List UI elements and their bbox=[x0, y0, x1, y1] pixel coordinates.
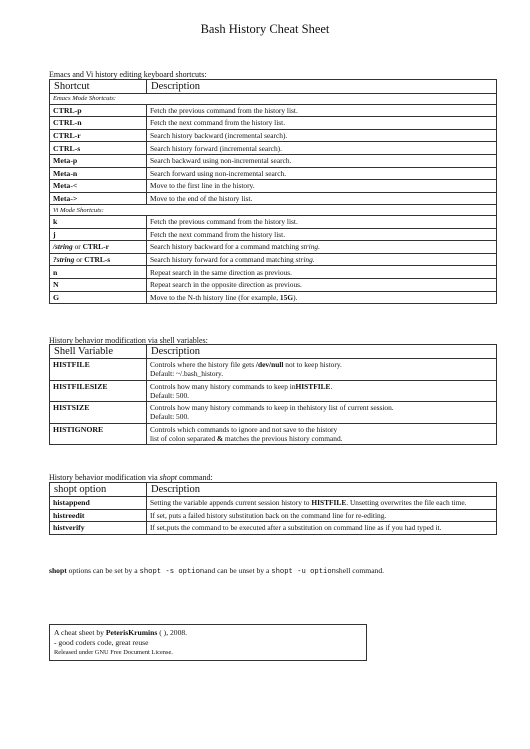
table-row bbox=[50, 380, 497, 402]
shortcut-key: N bbox=[50, 278, 147, 291]
desc-default: Default: 500. bbox=[150, 390, 189, 400]
table-row bbox=[50, 215, 497, 228]
variable-name: HISTSIZE bbox=[50, 402, 147, 424]
shortcut-desc bbox=[147, 291, 497, 304]
key-or: or bbox=[74, 255, 85, 265]
shortcut-key: Meta-> bbox=[50, 192, 147, 205]
desc-text: Setting the variable appends current session history to bbox=[150, 498, 312, 508]
footer-text: ( ), 2008. bbox=[157, 628, 188, 637]
footer-box bbox=[49, 624, 367, 661]
shortcut-desc: Search history backward (incremental search). bbox=[147, 129, 497, 142]
shortcut-key: CTRL-n bbox=[50, 117, 147, 130]
shortcut-key: k bbox=[50, 215, 147, 228]
table-row bbox=[50, 154, 497, 167]
table-row bbox=[50, 241, 497, 254]
desc-text: Controls how many history commands to keep in thehistory list of current session. bbox=[150, 403, 394, 413]
table-row bbox=[50, 509, 497, 522]
option-desc: If set, puts a failed history substitution back on the command line for re-editing. bbox=[147, 509, 497, 522]
vi-mode-label: Vi Mode Shortcuts: bbox=[50, 205, 497, 216]
desc-em: string. bbox=[300, 242, 320, 252]
header-shortcut: Shortcut bbox=[50, 80, 147, 94]
shopt-note bbox=[49, 566, 384, 576]
shortcut-desc: Fetch the next command from the history list. bbox=[147, 117, 497, 130]
table-row bbox=[50, 117, 497, 130]
variable-desc bbox=[147, 402, 497, 424]
author-name: PeterisKrumins bbox=[105, 628, 158, 637]
table-row bbox=[50, 192, 497, 205]
note-bold: shopt bbox=[49, 566, 67, 575]
note-text: shell command. bbox=[335, 566, 385, 575]
shortcut-desc: Repeat search in the same direction as previous. bbox=[147, 266, 497, 279]
desc-text: Search history forward for a command matching bbox=[150, 255, 296, 265]
table-header-row bbox=[50, 80, 497, 94]
table-row bbox=[50, 167, 497, 180]
shortcuts-table bbox=[49, 79, 497, 304]
table-row bbox=[50, 253, 497, 266]
key-prefix: /string bbox=[53, 242, 73, 252]
table-row bbox=[50, 359, 497, 381]
shopt-caption bbox=[49, 473, 213, 482]
table-row bbox=[50, 142, 497, 155]
shortcut-desc: Fetch the next command from the history list. bbox=[147, 228, 497, 241]
option-desc: If set,puts the command to be executed after a substitution on command line as if you had typed it. bbox=[147, 522, 497, 535]
note-code: shopt -u option bbox=[271, 568, 336, 576]
footer-tagline: - good coders code, great reuse bbox=[54, 638, 149, 648]
shortcut-desc bbox=[147, 253, 497, 266]
shortcut-desc: Fetch the previous command from the history list. bbox=[147, 215, 497, 228]
variable-name: HISTFILE bbox=[50, 359, 147, 381]
shortcut-key: Meta-n bbox=[50, 167, 147, 180]
shortcut-key: Meta-p bbox=[50, 154, 147, 167]
page-title: Bash History Cheat Sheet bbox=[200, 22, 330, 36]
desc-bold: 15G bbox=[279, 292, 294, 302]
shortcut-desc: Fetch the previous command from the history list. bbox=[147, 104, 497, 117]
shortcut-desc: Search forward using non-incremental search. bbox=[147, 167, 497, 180]
shell-variables-table bbox=[49, 344, 497, 445]
shell-variables-caption: History behavior modification via shell variables: bbox=[49, 336, 208, 345]
table-row bbox=[50, 522, 497, 535]
shortcut-key bbox=[50, 253, 147, 266]
desc-end: ). bbox=[293, 292, 298, 302]
variable-desc bbox=[147, 423, 497, 445]
table-row bbox=[50, 278, 497, 291]
shortcut-key: CTRL-r bbox=[50, 129, 147, 142]
emacs-rows bbox=[50, 104, 497, 205]
key-suffix: CTRL-s bbox=[84, 255, 111, 265]
note-text: and can be unset by a bbox=[204, 566, 272, 575]
option-name: histreedit bbox=[50, 509, 147, 522]
caption-text: command: bbox=[176, 473, 213, 482]
key-prefix: ?string bbox=[53, 255, 75, 265]
table-header-row bbox=[50, 483, 497, 497]
table-row bbox=[50, 423, 497, 445]
header-description: Description bbox=[147, 345, 497, 359]
header-description: Description bbox=[147, 483, 497, 497]
shortcut-desc: Repeat search in the opposite direction as previous. bbox=[147, 278, 497, 291]
table-row bbox=[50, 228, 497, 241]
desc-bold: /dev/null bbox=[255, 360, 284, 370]
variable-desc bbox=[147, 359, 497, 381]
header-shell-variable: Shell Variable bbox=[50, 345, 147, 359]
shortcut-desc: Search backward using non-incremental search. bbox=[147, 154, 497, 167]
note-text: options can be set by a bbox=[66, 566, 140, 575]
desc-text: Search history backward for a command matching bbox=[150, 242, 301, 252]
desc-bold: HISTFILE bbox=[311, 498, 347, 508]
desc-text: Controls how many history commands to keep in bbox=[150, 381, 296, 391]
table-row bbox=[50, 291, 497, 304]
shortcut-desc: Search history forward (incremental search). bbox=[147, 142, 497, 155]
header-description: Description bbox=[147, 80, 497, 94]
shopt-table bbox=[49, 482, 497, 535]
desc-bold: & bbox=[216, 434, 224, 444]
shortcut-key: CTRL-s bbox=[50, 142, 147, 155]
caption-text: History behavior modification via bbox=[49, 473, 160, 482]
emacs-mode-label: Emacs Mode Shortcuts: bbox=[50, 94, 497, 105]
desc-bold: HISTFILE bbox=[295, 381, 331, 391]
shortcut-key: j bbox=[50, 228, 147, 241]
table-row bbox=[50, 266, 497, 279]
table-row bbox=[50, 402, 497, 424]
desc-text: not to keep history. bbox=[283, 360, 342, 370]
key-suffix: CTRL-r bbox=[82, 242, 109, 252]
caption-em: shopt bbox=[159, 473, 177, 482]
desc-text: Controls which commands to ignore and not save to the history bbox=[150, 425, 338, 435]
desc-text: Controls where the history file gets bbox=[150, 360, 256, 370]
shortcut-desc bbox=[147, 241, 497, 254]
shortcut-key: Meta-< bbox=[50, 180, 147, 193]
desc-text: Move to the N-th history line (for example, bbox=[150, 292, 280, 302]
shortcut-desc: Move to the first line in the history. bbox=[147, 180, 497, 193]
option-name: histverify bbox=[50, 522, 147, 535]
shortcuts-caption: Emacs and Vi history editing keyboard shortcuts: bbox=[49, 70, 207, 79]
desc-default: Default: 500. bbox=[150, 412, 189, 422]
section-label-row bbox=[50, 94, 497, 105]
shortcut-key: n bbox=[50, 266, 147, 279]
desc-default: Default: ~/.bash_history. bbox=[150, 369, 224, 379]
table-row bbox=[50, 129, 497, 142]
table-row bbox=[50, 180, 497, 193]
shortcut-key: G bbox=[50, 291, 147, 304]
variable-desc bbox=[147, 380, 497, 402]
variable-name: HISTIGNORE bbox=[50, 423, 147, 445]
note-code: shopt -s option bbox=[139, 568, 205, 576]
option-name: histappend bbox=[50, 497, 147, 510]
desc-text: list of colon separated bbox=[150, 434, 217, 444]
footer-license: Released under GNU Free Document License. bbox=[54, 648, 173, 656]
shortcut-desc: Move to the end of the history list. bbox=[147, 192, 497, 205]
header-shopt-option: shopt option bbox=[50, 483, 147, 497]
shortcut-key bbox=[50, 241, 147, 254]
table-row bbox=[50, 497, 497, 510]
desc-text: matches the previous history command. bbox=[223, 434, 343, 444]
variable-name: HISTFILESIZE bbox=[50, 380, 147, 402]
desc-em: string. bbox=[295, 255, 315, 265]
option-desc bbox=[147, 497, 497, 510]
table-row bbox=[50, 104, 497, 117]
desc-text: . Unsetting overwrites the file each time. bbox=[346, 498, 467, 508]
footer-text: A cheat sheet by bbox=[54, 628, 106, 637]
desc-text: . bbox=[330, 381, 333, 391]
table-header-row bbox=[50, 345, 497, 359]
section-label-row bbox=[50, 205, 497, 216]
key-or: or bbox=[72, 242, 83, 252]
shortcut-key: CTRL-p bbox=[50, 104, 147, 117]
